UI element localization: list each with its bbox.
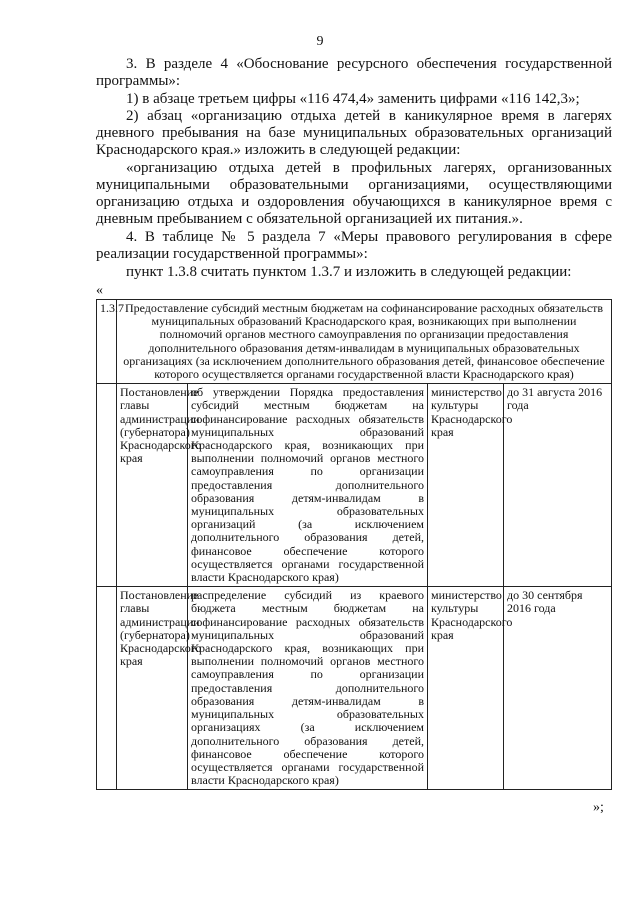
- closing-quote: »;: [593, 800, 604, 815]
- row-subject-cell: Постановление главы администрации (губернатора) Краснодарского края: [117, 384, 188, 587]
- table-row: [97, 384, 612, 587]
- paragraph-point-renumber: пункт 1.3.8 считать пунктом 1.3.7 и изложить в следующей редакции:: [126, 264, 572, 280]
- opening-quote: «: [96, 283, 103, 298]
- paragraph-section-4: 3. В разделе 4 «Обоснование ресурсного обеспечения государственной программы»:: [96, 56, 612, 89]
- row-number-cell: [97, 384, 117, 587]
- row-term-cell: до 30 сентября 2016 года: [504, 587, 612, 790]
- table-item-number: 1.3.7: [97, 300, 117, 384]
- row-name-cell: распределение субсидий из краевого бюджета местным бюджетам на софинансирование расходных обязательств муниципальных образований Краснодарского края, возникающих при выполнении полномочий органов местного самоуправления по организации предоставления дополнительного образования детям-инвалидам в муниципальных образовательных организациях (за исключением дополнительного образования детей, финансовое обеспечение которого осуществляется органами государственной власти Краснодарского края): [188, 587, 428, 790]
- table-header-row: [97, 300, 612, 384]
- paragraph-new-wording: «организацию отдыха детей в профильных лагерях, организованных муниципальными образовательными организациями, осуществляющими организацию отдыха и оздоровления обучающихся в каникулярное время с дневным пребыванием с обязательной организацией их питания.».: [96, 160, 612, 227]
- paragraph-section-7: 4. В таблице № 5 раздела 7 «Меры правового регулирования в сфере реализации государственной программы»:: [96, 229, 612, 262]
- row-term-cell: до 31 августа 2016 года: [504, 384, 612, 587]
- document-body: [96, 56, 612, 281]
- paragraph-item-1: 1) в абзаце третьем цифры «116 474,4» заменить цифрами «116 142,3»;: [126, 91, 580, 107]
- table-row: [97, 587, 612, 790]
- paragraph-item-2: 2) абзац «организацию отдыха детей в каникулярное время в лагерях дневного пребывания на базе муниципальных образовательных организаций Краснодарского края.» изложить в следующей редакции:: [96, 108, 612, 158]
- row-subject-cell: Постановление главы администрации (губернатора) Краснодарского края: [117, 587, 188, 790]
- measures-table: [96, 299, 612, 790]
- page-number: 9: [316, 34, 324, 49]
- row-name-cell: об утверждении Порядка предоставления субсидий местным бюджетам на софинансирование расходных обязательств муниципальных образований Краснодарского края, возникающих при выполнении полномочий органов местного самоуправления по организации предоставления дополнительного образования детям-инвалидам в муниципальных образовательных организаций (за исключением дополнительного образования детей, финансовое обеспечение которого осуществляется органами государственной власти Краснодарского края): [188, 384, 428, 587]
- row-responsible-cell: министерство культуры Краснодарского края: [428, 587, 504, 790]
- row-responsible-cell: министерство культуры Краснодарского края: [428, 384, 504, 587]
- table-item-heading: Предоставление субсидий местным бюджетам на софинансирование расходных обязательств муниципальных образований Краснодарского края, возникающих при выполнении полномочий органов местного самоуправления по организации предоставления дополнительного образования детям-инвалидам в муниципальных образовательных организациях (за исключением дополнительного образования детей, финансовое обеспечение которого осуществляется органами государственной власти Краснодарского края): [117, 300, 612, 384]
- row-number-cell: [97, 587, 117, 790]
